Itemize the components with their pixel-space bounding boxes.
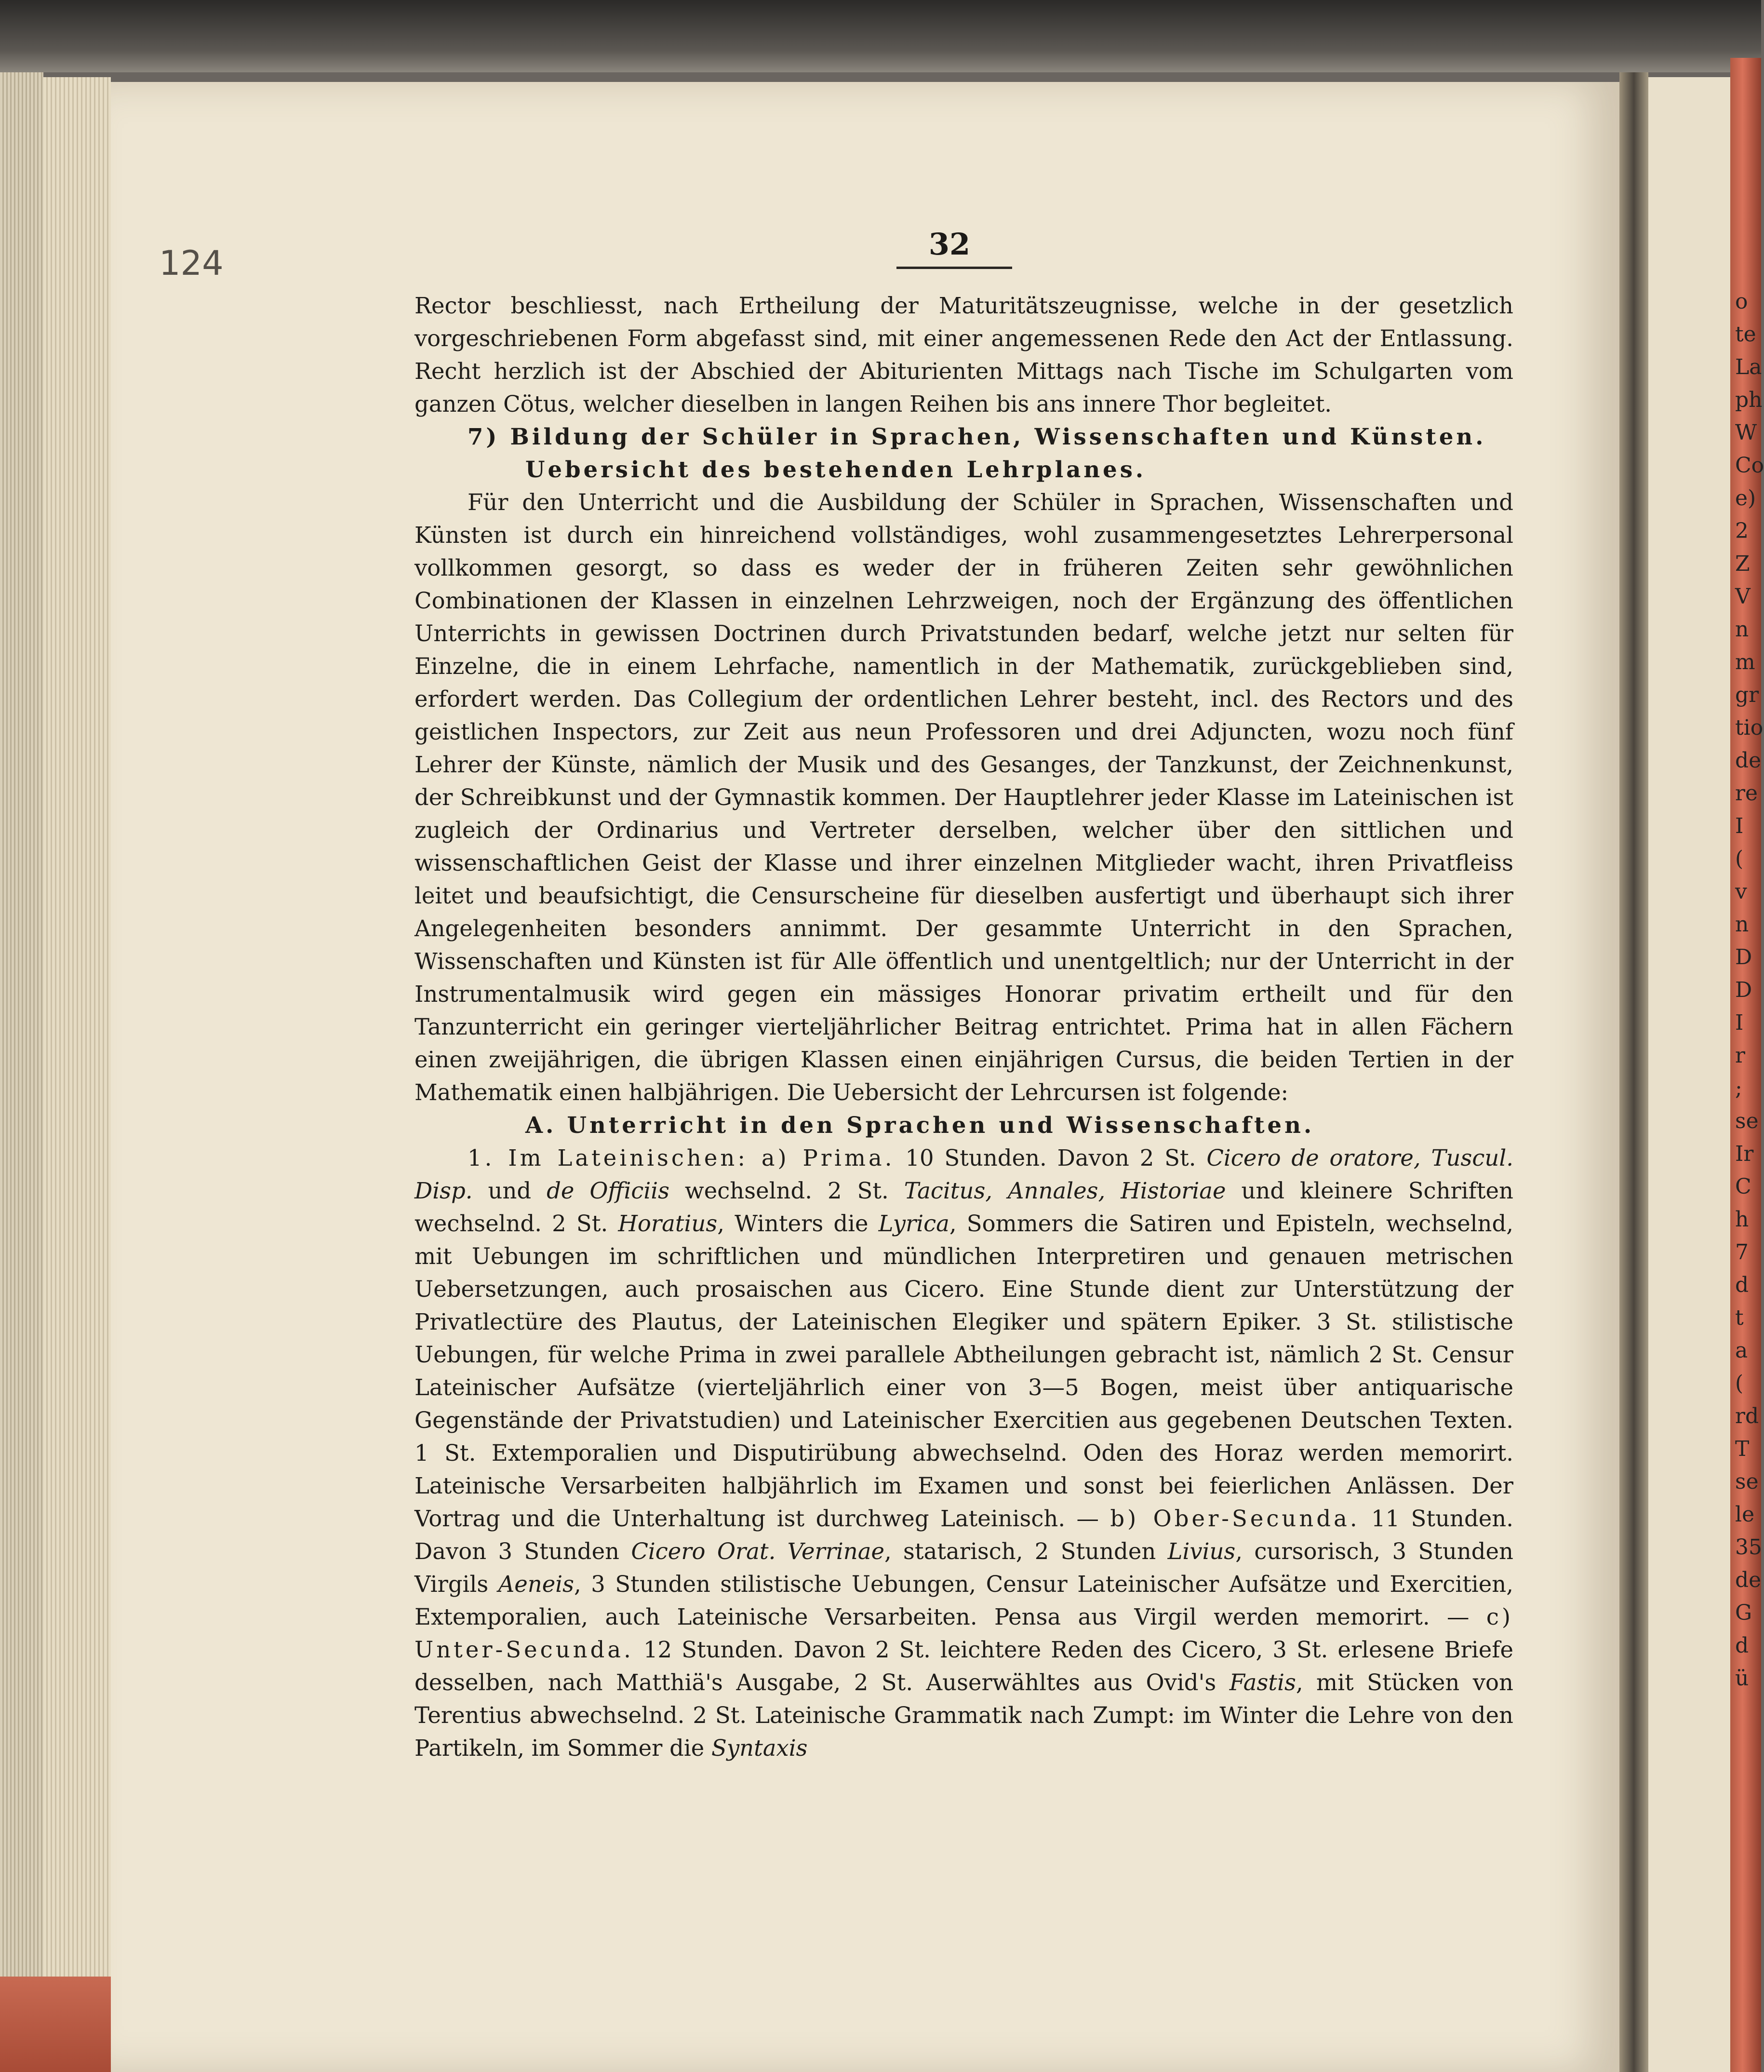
facing-page-fragment: n [1735,912,1749,937]
italic-title: Livius [1167,1538,1236,1564]
page-number: 32 [928,227,971,262]
facing-page-fragment: W [1735,420,1757,445]
page-body-text [414,289,1513,1764]
italic-title: Lyrica [878,1211,949,1237]
facing-page-fragment: v [1735,879,1747,904]
facing-page-fragment: o [1735,289,1748,314]
facing-page-fragment: de [1735,748,1762,773]
scanner-shadow [0,0,1761,72]
facing-page-fragment: Ir [1735,1142,1754,1166]
facing-page-fragment: I [1735,814,1744,838]
facing-page-fragment: Z [1735,552,1750,576]
subsection-unter-secunda: c) Unter-Secunda. [414,1604,1513,1663]
facing-page-fragment: re [1735,781,1758,806]
italic-title: de Officiis [547,1178,669,1204]
facing-page-fragment: de [1735,1568,1762,1592]
facing-page-fragment: d [1735,1273,1749,1297]
facing-page-fragment: m [1735,650,1755,674]
facing-page-fragment: a [1735,1338,1748,1363]
facing-page-fragment: r [1735,1043,1746,1068]
facing-page-fragment: se [1735,1469,1759,1494]
facing-page-fragment: La [1735,355,1762,379]
book-page-edges [0,72,43,2072]
facing-page-fragment: se [1735,1109,1759,1133]
facing-page-fragment: V [1735,584,1751,609]
facing-page-fragment: 35 [1735,1535,1762,1560]
handwritten-margin-note: 124 [159,243,224,283]
section-heading-a: A. Unterricht in den Sprachen und Wissenschaften. [525,1112,1315,1138]
facing-page-fragment: h [1735,1207,1749,1232]
text-run: , statarisch, 2 Stunden [884,1538,1168,1564]
text-run: , Winters die [717,1211,879,1237]
facing-page-fragment: G [1735,1601,1752,1625]
facing-page-fragment: n [1735,617,1749,642]
text-run: 11 Stunden. Davon 3 Stunden [414,1506,1513,1564]
text-run: 12 Stunden. Davon 2 St. leichtere Reden des Cicero, 3 St. erlesene Briefe desselben, nach Matthiä's Ausgabe, 2 St. Auserwähltes aus Ovid's [414,1637,1513,1695]
italic-title: Horatius [618,1211,718,1237]
italic-title: Aeneis [498,1571,575,1597]
text-run: , cursorisch, 3 Stunden Virgils [414,1538,1513,1597]
facing-page-fragment: ( [1735,847,1744,871]
paragraph-lateinisch [414,1142,1513,1764]
paragraph-entlassung: Rector beschliesst, nach Ertheilung der Maturitätszeugnisse, welche in der gesetzlich vorgeschriebenen Form abgefasst sind, mit einer angemessenen Rede den Act der Entlassung. Recht herzlich ist der Abschied der Abiturienten Mittags nach Tische im Schulgarten vom ganzen Cötus, welcher dieselben in langen Reihen bis ans innere Thor begleitet. [414,293,1513,417]
subsection-latin-prima: 1. Im Lateinischen: a) Prima. [468,1145,895,1171]
facing-page-fragment: D [1735,978,1752,1002]
book-gutter [1619,72,1648,2072]
paragraph-lehrerpersonal: Für den Unterricht und die Ausbildung der Schüler in Sprachen, Wissenschaften und Künsten ist durch ein hinreichend vollständiges, wohl zusammengesetztes Lehrerpersonal vollkommen gesorgt, so dass es weder der in früheren Zeiten sehr gewöhnlichen Combinationen der Klassen in einzelnen Lehrzweigen, noch der Ergänzung des öffentlichen Unterrichts in gewissen Doctrinen durch Privatstunden bedarf, welche jetzt nur selten für Einzelne, die in einem Lehrfache, namentlich in der Mathematik, zurückgeblieben sind, erfordert werden. Das Collegium der ordentlichen Lehrer besteht, incl. des Rectors und des geistlichen Inspectors, zur Zeit aus neun Professoren und drei Adjuncten, wozu noch fünf Lehrer der Künste, nämlich der Musik und des Gesanges, der Tanzkunst, der Zeichnenkunst, der Schreibkunst und der Gymnastik kommen. Der Hauptlehrer jeder Klasse im Lateinischen ist zugleich der Ordinarius und Vertreter derselben, welcher über den sittlichen und wissenschaftlichen Geist der Klasse und ihrer einzelnen Mitglieder wacht, ihren Privatfleiss leitet und beaufsichtigt, die Censurscheine für dieselben ausfertigt und überhaupt sich ihrer Angelegenheiten besonders annimmt. Der gesammte Unterricht in den Sprachen, Wissenschaften und Künsten ist für Alle öffentlich und unentgeltlich; nur der Unterricht in der Instrumentalmusik wird gegen ein mässiges Honorar privatim ertheilt und für den Tanzunterricht ein geringer vierteljährlicher Beitrag entrichtet. Prima hat in allen Fächern einen zweijährigen, die übrigen Klassen einen einjährigen Cursus, die beiden Tertien in der Mathematik einen halbjährigen. Die Uebersicht der Lehrcursen ist folgende: [414,489,1513,1105]
facing-page-fragment: rd [1735,1404,1759,1428]
facing-page [1648,77,1730,2072]
italic-title: Tacitus, Annales, Historiae [904,1178,1226,1204]
text-run: , 3 Stunden stilistische Uebungen, Censur Lateinischer Aufsätze und Exercitien, Extemporalien, auch Lateinische Versarbeiten. Pensa aus Virgil werden memorirt. — [414,1571,1513,1630]
italic-title: Fastis [1229,1669,1296,1695]
facing-page-fragment: 7 [1735,1240,1749,1265]
facing-page-fragment: gr [1735,683,1759,707]
facing-page-fragment: t [1735,1305,1744,1330]
italic-title: Syntaxis [711,1735,808,1761]
facing-page-fragment: T [1735,1437,1750,1461]
facing-page-fragment: C [1735,1174,1751,1199]
facing-page-fragment: ü [1735,1666,1749,1691]
facing-page-fragment: ph [1735,388,1763,412]
facing-page-fragment: I [1735,1010,1744,1035]
text-run: 10 Stunden. Davon 2 St. [895,1145,1207,1171]
text-run: , mit Stücken von Terentius abwechselnd. 2 St. Lateinische Grammatik nach Zumpt: im Winter die Lehre von den Partikeln, im Sommer die [414,1669,1513,1761]
subsection-ober-secunda: b) Ober-Secunda. [1110,1506,1360,1532]
facing-page-fragment: ; [1735,1076,1742,1101]
italic-title: Cicero Orat. Verrinae [631,1538,884,1564]
facing-page-fragment: te [1735,322,1756,347]
facing-page-fragment: e) [1735,486,1756,511]
section-subheading-lehrplan: Uebersicht des bestehenden Lehrplanes. [525,456,1147,483]
page-number-rule [896,267,1012,269]
facing-page-fragment: le [1735,1502,1755,1527]
facing-page-fragment: Co [1735,453,1764,478]
text-run: wechselnd. 2 St. [669,1178,904,1204]
book-cover-corner [0,1977,111,2072]
facing-page-fragment: tio [1735,715,1764,740]
facing-page-fragment: ( [1735,1371,1744,1396]
text-run: und kleinere Schriften wechselnd. 2 St. [414,1178,1514,1237]
italic-title: Cicero de oratore, Tuscul. Disp. [414,1145,1513,1204]
facing-page-fragment: D [1735,945,1752,969]
facing-page-fragment: d [1735,1633,1749,1658]
text-run: , Sommers die Satiren und Episteln, wechselnd, mit Uebungen im schriftlichen und mündlichen Interpretiren und genauen metrischen Uebersetzungen, auch prosaischen aus Cicero. Eine Stunde dient zur Unterstützung der Privatlectüre des Plautus, der Lateinischen Elegiker und spätern Epiker. 3 St. stilistische Uebungen, für welche Prima in zwei parallele Abtheilungen gebracht ist, nämlich 2 St. Censur Lateinischer Aufsätze (vierteljährlich einer von 3—5 Bogen, meist über antiquarische Gegenstände der Privatstudien) und Lateinischer Exercitien aus gegebenen Deutschen Texten. 1 St. Extemporalien und Disputirübung abwechselnd. Oden des Horaz werden memorirt. Lateinische Versarbeiten halbjährlich im Examen und sonst bei feierlichen Anlässen. Der Vortrag und die Unterhaltung ist durchweg Lateinisch. — [414,1211,1514,1532]
section-heading-7: 7) Bildung der Schüler in Sprachen, Wissenschaften und Künsten. [468,423,1486,450]
left-page-stack [43,77,111,2072]
facing-page-fragment: 2 [1735,519,1749,543]
text-run: und [472,1178,547,1204]
